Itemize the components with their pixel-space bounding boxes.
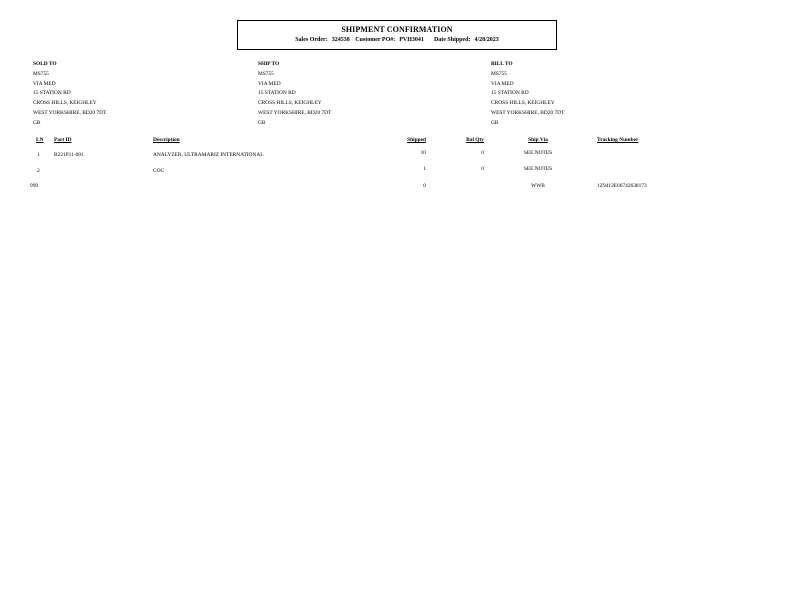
ship-to-line: 15 STATION RD: [258, 90, 296, 97]
col-header-shipped: Shipped: [407, 137, 426, 143]
bill-to-line: VIA MED: [491, 80, 514, 87]
row-ln: 2: [37, 168, 40, 174]
ship-to-line: VIA MED: [258, 80, 281, 87]
col-header-ship-via: Ship Via: [528, 137, 548, 143]
row-shipped: 10: [420, 150, 426, 156]
ship-to-block: [258, 60, 331, 129]
ship-to-line: GB: [258, 119, 266, 126]
ship-to-line: CROSS HILLS, KEIGHLEY: [258, 100, 322, 107]
col-header-tracking: Tracking Number: [597, 137, 639, 143]
row-shipped: 0: [423, 183, 426, 189]
bill-to-line: MS755: [491, 70, 507, 77]
sold-to-block: [33, 60, 106, 129]
sales-order-label: Sales Order:: [295, 37, 328, 43]
bill-to-line: CROSS HILLS, KEIGHLEY: [491, 100, 555, 107]
sold-to-line: WEST YORKSHIRE, BD20 7DT: [33, 109, 107, 116]
row-part-id: B221P11-001: [54, 152, 84, 158]
bill-to-line: GB: [491, 119, 499, 126]
sold-to-line: GB: [33, 119, 41, 126]
date-shipped-label: Date Shipped:: [433, 37, 471, 43]
row-ship-via: SEE NOTES: [523, 166, 553, 172]
title-box: [237, 20, 557, 50]
row-tracking: 1Z9412E66742638173: [597, 183, 647, 189]
sales-order-value: 324538: [331, 37, 350, 43]
document-title: SHIPMENT CONFIRMATION: [341, 25, 453, 34]
sold-to-line: CROSS HILLS, KEIGHLEY: [33, 100, 97, 107]
customer-po-value: PVH3041: [399, 37, 424, 43]
customer-po-label: Customer PO#:: [355, 37, 396, 43]
ship-to-label: SHIP TO: [258, 61, 280, 67]
ship-to-line: MS755: [258, 70, 274, 77]
row-ship-via: WWB: [531, 183, 545, 189]
col-header-ln: LN: [36, 137, 44, 143]
col-header-part-id: Part ID: [54, 137, 72, 143]
row-ship-via: SEE NOTES: [523, 150, 553, 156]
sold-to-line: VIA MED: [33, 80, 56, 87]
row-bal-qty: 0: [481, 150, 484, 156]
sold-to-line: 15 STATION RD: [33, 90, 71, 97]
col-header-description: Description: [153, 137, 180, 143]
bill-to-block: [491, 60, 564, 129]
row-description: COC: [153, 168, 165, 174]
row-ln: 999: [30, 183, 39, 189]
bill-to-line: 15 STATION RD: [491, 90, 529, 97]
ship-to-line: WEST YORKSHIRE, BD20 7DT: [258, 109, 332, 116]
bill-to-line: WEST YORKSHIRE, BD20 7DT: [491, 109, 565, 116]
row-description: ANALYZER, ULTRAMARIZ INTERNATIONAL: [153, 152, 264, 158]
col-header-bal-qty: Bal Qty: [466, 137, 484, 143]
row-bal-qty: 0: [481, 166, 484, 172]
sold-to-line: MS755: [33, 70, 49, 77]
row-shipped: 1: [423, 166, 426, 172]
row-ln: 1: [37, 152, 40, 158]
bill-to-label: BILL TO: [491, 61, 513, 67]
sold-to-label: SOLD TO: [33, 61, 57, 67]
date-shipped-value: 4/28/2023: [474, 37, 499, 43]
order-summary: [238, 37, 556, 43]
